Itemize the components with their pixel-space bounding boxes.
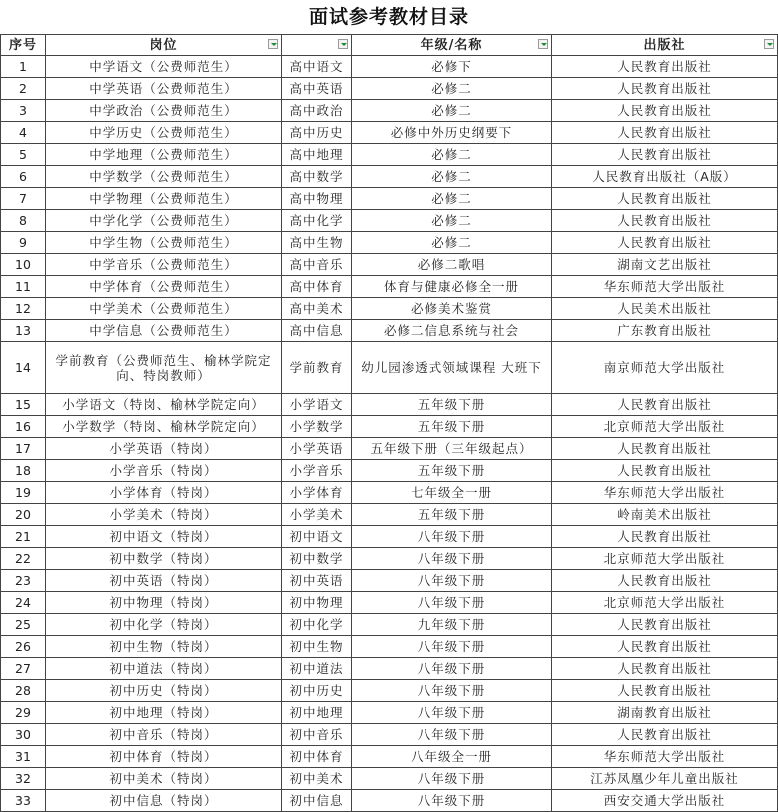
cell-no[interactable]: 33 — [1, 790, 46, 812]
cell-subject[interactable]: 初中道法 — [282, 658, 352, 680]
cell-post[interactable]: 初中化学（特岗） — [46, 614, 282, 636]
header-no: 序号 — [1, 35, 46, 56]
cell-subject[interactable]: 初中化学 — [282, 614, 352, 636]
table-row — [1, 702, 778, 724]
table-row — [1, 614, 778, 636]
cell-subject[interactable]: 小学数学 — [282, 416, 352, 438]
cell-subject[interactable]: 高中语文 — [282, 56, 352, 78]
cell-subject[interactable]: 学前教育 — [282, 342, 352, 394]
cell-book[interactable]: 八年级下册 — [352, 702, 552, 724]
cell-publisher[interactable]: 华东师范大学出版社 — [552, 276, 778, 298]
cell-post[interactable]: 初中信息（特岗） — [46, 790, 282, 812]
cell-publisher[interactable]: 人民教育出版社 — [552, 78, 778, 100]
cell-publisher[interactable]: 广东教育出版社 — [552, 320, 778, 342]
cell-post[interactable]: 初中数学（特岗） — [46, 548, 282, 570]
cell-no[interactable]: 10 — [1, 254, 46, 276]
cell-post[interactable]: 中学音乐（公费师范生） — [46, 254, 282, 276]
cell-publisher[interactable]: 人民教育出版社 — [552, 144, 778, 166]
header-post — [46, 35, 282, 56]
cell-publisher[interactable]: 华东师范大学出版社 — [552, 746, 778, 768]
cell-subject[interactable]: 小学美术 — [282, 504, 352, 526]
cell-publisher[interactable]: 人民美术出版社 — [552, 298, 778, 320]
cell-book[interactable]: 必修二 — [352, 166, 552, 188]
filter-dropdown-icon[interactable] — [268, 39, 278, 49]
cell-no[interactable]: 17 — [1, 438, 46, 460]
table-row — [1, 78, 778, 100]
table-row — [1, 460, 778, 482]
cell-no[interactable]: 31 — [1, 746, 46, 768]
table-row — [1, 548, 778, 570]
table-row — [1, 680, 778, 702]
cell-no[interactable]: 30 — [1, 724, 46, 746]
table-body — [1, 56, 778, 812]
cell-no[interactable]: 13 — [1, 320, 46, 342]
cell-subject[interactable]: 高中政治 — [282, 100, 352, 122]
cell-post[interactable]: 初中语文（特岗） — [46, 526, 282, 548]
cell-book[interactable]: 八年级下册 — [352, 680, 552, 702]
filter-dropdown-icon[interactable] — [764, 39, 774, 49]
cell-no[interactable]: 27 — [1, 658, 46, 680]
cell-publisher[interactable]: 北京师范大学出版社 — [552, 592, 778, 614]
header-grade — [352, 35, 552, 56]
cell-no[interactable]: 24 — [1, 592, 46, 614]
cell-book[interactable]: 必修二 — [352, 188, 552, 210]
table-row — [1, 658, 778, 680]
cell-subject[interactable]: 初中美术 — [282, 768, 352, 790]
cell-no[interactable]: 16 — [1, 416, 46, 438]
cell-post[interactable]: 小学美术（特岗） — [46, 504, 282, 526]
cell-post[interactable]: 中学历史（公费师范生） — [46, 122, 282, 144]
cell-book[interactable]: 必修二 — [352, 100, 552, 122]
cell-no[interactable]: 25 — [1, 614, 46, 636]
cell-subject[interactable]: 高中英语 — [282, 78, 352, 100]
cell-subject[interactable]: 小学语文 — [282, 394, 352, 416]
cell-no[interactable]: 26 — [1, 636, 46, 658]
cell-book[interactable]: 幼儿园渗透式领域课程 大班下 — [352, 342, 552, 394]
cell-book[interactable]: 五年级下册（三年级起点） — [352, 438, 552, 460]
cell-publisher[interactable]: 人民教育出版社 — [552, 636, 778, 658]
cell-book[interactable]: 八年级下册 — [352, 570, 552, 592]
cell-no[interactable]: 6 — [1, 166, 46, 188]
cell-post[interactable]: 中学信息（公费师范生） — [46, 320, 282, 342]
cell-post[interactable]: 中学化学（公费师范生） — [46, 210, 282, 232]
cell-book[interactable]: 必修二 — [352, 78, 552, 100]
cell-subject[interactable]: 高中美术 — [282, 298, 352, 320]
cell-subject[interactable]: 初中地理 — [282, 702, 352, 724]
cell-book[interactable]: 八年级下册 — [352, 548, 552, 570]
table-row — [1, 746, 778, 768]
cell-publisher[interactable]: 南京师范大学出版社 — [552, 342, 778, 394]
cell-book[interactable]: 八年级全一册 — [352, 746, 552, 768]
cell-publisher[interactable]: 人民教育出版社 — [552, 614, 778, 636]
cell-no[interactable]: 2 — [1, 78, 46, 100]
cell-subject[interactable]: 高中数学 — [282, 166, 352, 188]
cell-no[interactable]: 1 — [1, 56, 46, 78]
cell-book[interactable]: 八年级下册 — [352, 636, 552, 658]
cell-publisher[interactable]: 人民教育出版社（A版） — [552, 166, 778, 188]
cell-book[interactable]: 八年级下册 — [352, 526, 552, 548]
table-row — [1, 438, 778, 460]
cell-no[interactable]: 8 — [1, 210, 46, 232]
cell-post[interactable]: 中学英语（公费师范生） — [46, 78, 282, 100]
table-row — [1, 526, 778, 548]
cell-book[interactable]: 八年级下册 — [352, 658, 552, 680]
table-row — [1, 298, 778, 320]
cell-publisher[interactable]: 人民教育出版社 — [552, 122, 778, 144]
cell-no[interactable]: 5 — [1, 144, 46, 166]
cell-post[interactable]: 初中物理（特岗） — [46, 592, 282, 614]
cell-post[interactable]: 中学语文（公费师范生） — [46, 56, 282, 78]
cell-book[interactable]: 体育与健康必修全一册 — [352, 276, 552, 298]
cell-book[interactable]: 九年级下册 — [352, 614, 552, 636]
filter-dropdown-icon[interactable] — [338, 39, 348, 49]
cell-publisher[interactable]: 西安交通大学出版社 — [552, 790, 778, 812]
cell-publisher[interactable]: 北京师范大学出版社 — [552, 416, 778, 438]
cell-post[interactable]: 初中历史（特岗） — [46, 680, 282, 702]
cell-no[interactable]: 20 — [1, 504, 46, 526]
cell-publisher[interactable]: 岭南美术出版社 — [552, 504, 778, 526]
cell-post[interactable]: 中学地理（公费师范生） — [46, 144, 282, 166]
cell-book[interactable]: 八年级下册 — [352, 768, 552, 790]
cell-post[interactable]: 小学音乐（特岗） — [46, 460, 282, 482]
table-row — [1, 56, 778, 78]
cell-post[interactable]: 初中美术（特岗） — [46, 768, 282, 790]
cell-post[interactable]: 中学政治（公费师范生） — [46, 100, 282, 122]
cell-no[interactable]: 14 — [1, 342, 46, 394]
cell-book[interactable]: 必修二歌唱 — [352, 254, 552, 276]
cell-post[interactable]: 中学物理（公费师范生） — [46, 188, 282, 210]
header-publisher — [552, 35, 778, 56]
cell-subject[interactable]: 小学英语 — [282, 438, 352, 460]
table-row — [1, 276, 778, 298]
cell-publisher[interactable]: 人民教育出版社 — [552, 394, 778, 416]
cell-no[interactable]: 9 — [1, 232, 46, 254]
cell-book[interactable]: 八年级下册 — [352, 790, 552, 812]
cell-subject[interactable]: 高中地理 — [282, 144, 352, 166]
table-row — [1, 636, 778, 658]
cell-publisher[interactable]: 人民教育出版社 — [552, 680, 778, 702]
cell-post[interactable]: 学前教育（公费师范生、榆林学院定向、特岗教师） — [46, 342, 282, 394]
cell-no[interactable]: 32 — [1, 768, 46, 790]
cell-post[interactable]: 中学美术（公费师范生） — [46, 298, 282, 320]
cell-book[interactable]: 七年级全一册 — [352, 482, 552, 504]
cell-no[interactable]: 3 — [1, 100, 46, 122]
cell-post[interactable]: 小学体育（特岗） — [46, 482, 282, 504]
cell-publisher[interactable]: 人民教育出版社 — [552, 724, 778, 746]
table-row — [1, 570, 778, 592]
table-row — [1, 724, 778, 746]
table-row — [1, 210, 778, 232]
cell-no[interactable]: 22 — [1, 548, 46, 570]
cell-post[interactable]: 初中道法（特岗） — [46, 658, 282, 680]
cell-subject[interactable]: 高中信息 — [282, 320, 352, 342]
cell-subject[interactable]: 初中体育 — [282, 746, 352, 768]
cell-subject[interactable]: 高中体育 — [282, 276, 352, 298]
cell-book[interactable]: 八年级下册 — [352, 724, 552, 746]
cell-book[interactable]: 必修中外历史纲要下 — [352, 122, 552, 144]
cell-post[interactable]: 中学数学（公费师范生） — [46, 166, 282, 188]
table-row — [1, 232, 778, 254]
cell-subject[interactable]: 高中生物 — [282, 232, 352, 254]
cell-publisher[interactable]: 人民教育出版社 — [552, 570, 778, 592]
textbook-table — [0, 34, 778, 812]
cell-publisher[interactable]: 人民教育出版社 — [552, 188, 778, 210]
cell-post[interactable]: 初中生物（特岗） — [46, 636, 282, 658]
cell-book[interactable]: 五年级下册 — [352, 504, 552, 526]
cell-publisher[interactable]: 湖南文艺出版社 — [552, 254, 778, 276]
table-row — [1, 166, 778, 188]
cell-no[interactable]: 19 — [1, 482, 46, 504]
table-row — [1, 188, 778, 210]
cell-post[interactable]: 小学数学（特岗、榆林学院定向） — [46, 416, 282, 438]
document-title: 面试参考教材目录 — [308, 6, 469, 28]
cell-subject[interactable]: 初中信息 — [282, 790, 352, 812]
cell-subject[interactable]: 小学音乐 — [282, 460, 352, 482]
cell-book[interactable]: 必修美术鉴赏 — [352, 298, 552, 320]
cell-subject[interactable]: 初中生物 — [282, 636, 352, 658]
table-row — [1, 342, 778, 394]
cell-subject[interactable]: 高中化学 — [282, 210, 352, 232]
cell-publisher[interactable]: 人民教育出版社 — [552, 100, 778, 122]
cell-publisher[interactable]: 华东师范大学出版社 — [552, 482, 778, 504]
table-row — [1, 482, 778, 504]
header-subject — [282, 35, 352, 56]
cell-publisher[interactable]: 江苏凤凰少年儿童出版社 — [552, 768, 778, 790]
cell-no[interactable]: 18 — [1, 460, 46, 482]
cell-post[interactable]: 中学生物（公费师范生） — [46, 232, 282, 254]
header-publisher-label: 出版社 — [643, 37, 686, 53]
table-row — [1, 144, 778, 166]
cell-no[interactable]: 11 — [1, 276, 46, 298]
table-row — [1, 504, 778, 526]
cell-subject[interactable]: 初中历史 — [282, 680, 352, 702]
cell-no[interactable]: 15 — [1, 394, 46, 416]
cell-subject[interactable]: 小学体育 — [282, 482, 352, 504]
header-post-label: 岗位 — [149, 37, 178, 53]
cell-publisher[interactable]: 人民教育出版社 — [552, 56, 778, 78]
cell-publisher[interactable]: 人民教育出版社 — [552, 460, 778, 482]
cell-no[interactable]: 21 — [1, 526, 46, 548]
table-row — [1, 416, 778, 438]
filter-dropdown-icon[interactable] — [538, 39, 548, 49]
table-row — [1, 768, 778, 790]
cell-post[interactable]: 小学英语（特岗） — [46, 438, 282, 460]
cell-subject[interactable]: 初中音乐 — [282, 724, 352, 746]
table-row — [1, 592, 778, 614]
header-row — [1, 35, 778, 56]
cell-post[interactable]: 小学语文（特岗、榆林学院定向） — [46, 394, 282, 416]
cell-publisher[interactable]: 人民教育出版社 — [552, 210, 778, 232]
cell-post[interactable]: 初中音乐（特岗） — [46, 724, 282, 746]
table-row — [1, 320, 778, 342]
table-row — [1, 122, 778, 144]
cell-subject[interactable]: 高中物理 — [282, 188, 352, 210]
cell-book[interactable]: 必修二 — [352, 232, 552, 254]
cell-publisher[interactable]: 人民教育出版社 — [552, 658, 778, 680]
cell-book[interactable]: 五年级下册 — [352, 394, 552, 416]
cell-subject[interactable]: 初中物理 — [282, 592, 352, 614]
cell-book[interactable]: 必修二 — [352, 210, 552, 232]
cell-subject[interactable]: 高中音乐 — [282, 254, 352, 276]
table-row — [1, 100, 778, 122]
cell-publisher[interactable]: 人民教育出版社 — [552, 438, 778, 460]
cell-no[interactable]: 4 — [1, 122, 46, 144]
table-row — [1, 394, 778, 416]
cell-book[interactable]: 必修二 — [352, 144, 552, 166]
cell-book[interactable]: 八年级下册 — [352, 592, 552, 614]
table-row — [1, 254, 778, 276]
cell-book[interactable]: 必修下 — [352, 56, 552, 78]
cell-no[interactable]: 23 — [1, 570, 46, 592]
cell-post[interactable]: 初中体育（特岗） — [46, 746, 282, 768]
header-grade-label: 年级/名称 — [420, 37, 483, 53]
cell-no[interactable]: 7 — [1, 188, 46, 210]
cell-subject[interactable]: 高中历史 — [282, 122, 352, 144]
cell-subject[interactable]: 初中数学 — [282, 548, 352, 570]
cell-subject[interactable]: 初中英语 — [282, 570, 352, 592]
cell-publisher[interactable]: 人民教育出版社 — [552, 232, 778, 254]
cell-no[interactable]: 28 — [1, 680, 46, 702]
cell-publisher[interactable]: 湖南教育出版社 — [552, 702, 778, 724]
cell-post[interactable]: 初中英语（特岗） — [46, 570, 282, 592]
cell-no[interactable]: 29 — [1, 702, 46, 724]
cell-subject[interactable]: 初中语文 — [282, 526, 352, 548]
cell-publisher[interactable]: 北京师范大学出版社 — [552, 548, 778, 570]
cell-book[interactable]: 五年级下册 — [352, 416, 552, 438]
cell-no[interactable]: 12 — [1, 298, 46, 320]
cell-book[interactable]: 五年级下册 — [352, 460, 552, 482]
table-row — [1, 790, 778, 812]
cell-book[interactable]: 必修二信息系统与社会 — [352, 320, 552, 342]
cell-post[interactable]: 初中地理（特岗） — [46, 702, 282, 724]
cell-publisher[interactable]: 人民教育出版社 — [552, 526, 778, 548]
cell-post[interactable]: 中学体育（公费师范生） — [46, 276, 282, 298]
